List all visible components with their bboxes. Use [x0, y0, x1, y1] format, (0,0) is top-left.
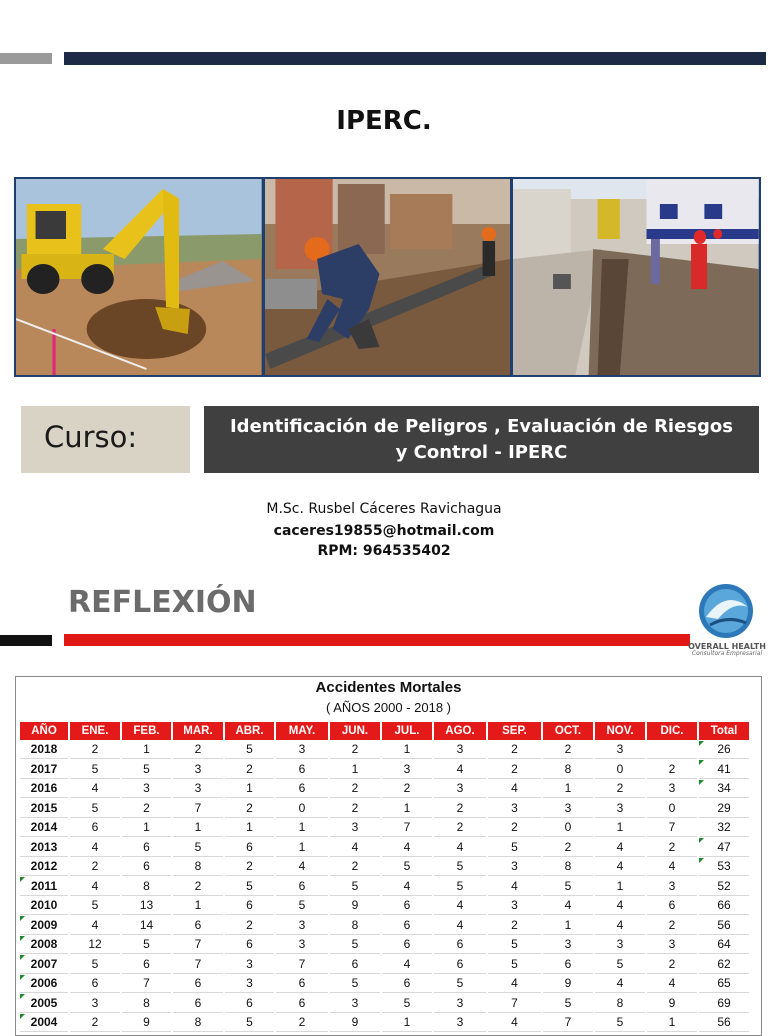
- table-row: [20, 780, 749, 799]
- table-row: [20, 975, 749, 994]
- total-cell: 34: [699, 780, 749, 799]
- month-cell: 6: [276, 975, 328, 994]
- month-cell: 4: [382, 955, 432, 974]
- month-cell: 4: [543, 897, 593, 916]
- month-cell: 7: [488, 994, 541, 1013]
- col-header: DIC.: [647, 722, 697, 740]
- month-cell: 3: [276, 936, 328, 955]
- month-cell: 4: [70, 838, 120, 857]
- month-cell: 4: [595, 838, 645, 857]
- month-cell: 4: [382, 877, 432, 896]
- month-cell: 4: [70, 877, 120, 896]
- month-cell: 7: [173, 799, 223, 818]
- month-cell: 5: [488, 936, 541, 955]
- month-cell: 6: [434, 955, 486, 974]
- col-header: JUN.: [330, 722, 380, 740]
- month-cell: 6: [330, 955, 380, 974]
- month-cell: 1: [382, 799, 432, 818]
- col-header: ENE.: [70, 722, 120, 740]
- year-cell: 2017: [20, 760, 68, 779]
- month-cell: 2: [488, 819, 541, 838]
- month-cell: 9: [122, 1014, 171, 1033]
- month-cell: 3: [122, 780, 171, 799]
- month-cell: 3: [543, 936, 593, 955]
- month-cell: 4: [488, 1014, 541, 1033]
- month-cell: 2: [434, 819, 486, 838]
- total-cell: 52: [699, 877, 749, 896]
- month-cell: 5: [488, 838, 541, 857]
- course-title-line2: y Control - IPERC: [395, 442, 568, 463]
- month-cell: 1: [173, 819, 223, 838]
- month-cell: 2: [543, 741, 593, 760]
- table-body: [20, 741, 749, 1033]
- month-cell: 6: [276, 877, 328, 896]
- table-row: [20, 877, 749, 896]
- col-header: SEP.: [488, 722, 541, 740]
- month-cell: 3: [488, 858, 541, 877]
- month-cell: 4: [488, 877, 541, 896]
- month-cell: 5: [330, 936, 380, 955]
- month-cell: 3: [647, 877, 697, 896]
- month-cell: 5: [434, 975, 486, 994]
- month-cell: 6: [225, 994, 274, 1013]
- month-cell: 3: [488, 799, 541, 818]
- col-header: AGO.: [434, 722, 486, 740]
- table-row: [20, 994, 749, 1013]
- month-cell: 6: [70, 819, 120, 838]
- month-cell: 5: [70, 799, 120, 818]
- month-cell: 2: [647, 916, 697, 935]
- col-header: AÑO: [20, 722, 68, 740]
- total-cell: 26: [699, 741, 749, 760]
- month-cell: 5: [434, 858, 486, 877]
- col-header: OCT.: [543, 722, 593, 740]
- month-cell: 0: [647, 799, 697, 818]
- table-row: [20, 897, 749, 916]
- month-cell: 9: [330, 1014, 380, 1033]
- month-cell: 1: [225, 780, 274, 799]
- accent-bar-gray: [0, 53, 52, 64]
- month-cell: 6: [276, 780, 328, 799]
- accidents-table-panel: [15, 676, 762, 1036]
- month-cell: 1: [595, 819, 645, 838]
- month-cell: 12: [70, 936, 120, 955]
- year-cell: 2014: [20, 819, 68, 838]
- month-cell: 2: [330, 799, 380, 818]
- month-cell: 6: [122, 838, 171, 857]
- total-cell: 64: [699, 936, 749, 955]
- month-cell: 2: [330, 780, 380, 799]
- course-title: [204, 414, 759, 466]
- month-cell: 5: [330, 975, 380, 994]
- month-cell: 3: [225, 955, 274, 974]
- month-cell: 4: [488, 975, 541, 994]
- month-cell: 5: [543, 877, 593, 896]
- month-cell: 0: [276, 799, 328, 818]
- month-cell: 2: [543, 838, 593, 857]
- month-cell: 3: [173, 780, 223, 799]
- month-cell: 8: [543, 858, 593, 877]
- month-cell: 7: [276, 955, 328, 974]
- month-cell: 0: [543, 819, 593, 838]
- month-cell: 5: [122, 936, 171, 955]
- month-cell: 5: [595, 955, 645, 974]
- table-title: Accidentes Mortales: [315, 679, 462, 696]
- year-cell: 2011: [20, 877, 68, 896]
- month-cell: 2: [434, 799, 486, 818]
- year-cell: 2008: [20, 936, 68, 955]
- month-cell: 8: [173, 1014, 223, 1033]
- month-cell: 14: [122, 916, 171, 935]
- month-cell: 5: [70, 760, 120, 779]
- worker-laying-pipe-photo: [265, 179, 511, 375]
- year-cell: 2005: [20, 994, 68, 1013]
- month-cell: 3: [276, 741, 328, 760]
- month-cell: 7: [647, 819, 697, 838]
- month-cell: 9: [543, 975, 593, 994]
- accent-bar-black: [0, 635, 52, 646]
- month-cell: 8: [595, 994, 645, 1013]
- month-cell: 3: [225, 975, 274, 994]
- table-row: [20, 916, 749, 935]
- month-cell: 6: [122, 955, 171, 974]
- logo-name: OVERALL HEALTH: [688, 642, 766, 651]
- month-cell: [647, 741, 697, 760]
- month-cell: 2: [488, 741, 541, 760]
- month-cell: 4: [434, 838, 486, 857]
- month-cell: 1: [595, 877, 645, 896]
- month-cell: 6: [276, 760, 328, 779]
- table-row: [20, 1014, 749, 1033]
- month-cell: 2: [647, 838, 697, 857]
- table-subtitle: ( AÑOS 2000 - 2018 ): [325, 700, 451, 715]
- month-cell: 6: [543, 955, 593, 974]
- year-cell: 2007: [20, 955, 68, 974]
- col-header: ABR.: [225, 722, 274, 740]
- month-cell: 6: [434, 936, 486, 955]
- month-cell: 2: [225, 858, 274, 877]
- accent-bar-red: [64, 634, 690, 646]
- month-cell: 9: [330, 897, 380, 916]
- course-title-box: [204, 406, 759, 473]
- month-cell: 4: [330, 838, 380, 857]
- month-cell: 7: [173, 936, 223, 955]
- month-cell: 3: [434, 994, 486, 1013]
- month-cell: 6: [173, 994, 223, 1013]
- year-cell: 2006: [20, 975, 68, 994]
- month-cell: 0: [595, 760, 645, 779]
- curso-label: Curso:: [44, 420, 138, 454]
- accent-bar-navy: [64, 52, 766, 65]
- month-cell: 7: [382, 819, 432, 838]
- month-cell: 4: [70, 780, 120, 799]
- month-cell: 1: [225, 819, 274, 838]
- month-cell: 7: [173, 955, 223, 974]
- month-cell: 2: [173, 877, 223, 896]
- total-cell: 62: [699, 955, 749, 974]
- col-header: NOV.: [595, 722, 645, 740]
- month-cell: 3: [647, 780, 697, 799]
- year-cell: 2015: [20, 799, 68, 818]
- month-cell: 5: [595, 1014, 645, 1033]
- total-cell: 56: [699, 916, 749, 935]
- month-cell: 2: [276, 1014, 328, 1033]
- total-cell: 69: [699, 994, 749, 1013]
- photo-strip: [14, 177, 761, 377]
- month-cell: 8: [122, 994, 171, 1013]
- section-heading: REFLEXIÓN: [68, 585, 257, 620]
- month-cell: 3: [173, 760, 223, 779]
- month-cell: 5: [225, 877, 274, 896]
- month-cell: 3: [488, 897, 541, 916]
- month-cell: 5: [173, 838, 223, 857]
- table-row: [20, 741, 749, 760]
- month-cell: 6: [173, 916, 223, 935]
- month-cell: 6: [173, 975, 223, 994]
- month-cell: 2: [122, 799, 171, 818]
- month-cell: 5: [543, 994, 593, 1013]
- author-email: caceres19855@hotmail.com: [273, 523, 495, 539]
- month-cell: 1: [382, 1014, 432, 1033]
- month-cell: 2: [647, 955, 697, 974]
- year-cell: 2004: [20, 1014, 68, 1033]
- month-cell: 5: [70, 955, 120, 974]
- month-cell: 7: [122, 975, 171, 994]
- month-cell: 1: [647, 1014, 697, 1033]
- month-cell: 3: [434, 1014, 486, 1033]
- month-cell: 6: [382, 897, 432, 916]
- backhoe-excavation-photo: [16, 179, 262, 375]
- total-cell: 66: [699, 897, 749, 916]
- month-cell: 13: [122, 897, 171, 916]
- total-cell: 41: [699, 760, 749, 779]
- total-cell: 65: [699, 975, 749, 994]
- month-cell: 3: [330, 819, 380, 838]
- month-cell: 3: [595, 741, 645, 760]
- month-cell: 4: [595, 975, 645, 994]
- month-cell: 2: [70, 858, 120, 877]
- table-row: [20, 936, 749, 955]
- month-cell: 6: [225, 838, 274, 857]
- month-cell: 2: [225, 799, 274, 818]
- month-cell: 4: [434, 760, 486, 779]
- month-cell: 4: [647, 975, 697, 994]
- month-cell: 2: [225, 916, 274, 935]
- month-cell: 1: [330, 760, 380, 779]
- logo-subtext: Consultora Empresarial: [691, 650, 763, 657]
- month-cell: 4: [276, 858, 328, 877]
- month-cell: 5: [122, 760, 171, 779]
- year-cell: 2018: [20, 741, 68, 760]
- month-cell: 3: [382, 760, 432, 779]
- month-cell: 5: [330, 877, 380, 896]
- table-row: [20, 858, 749, 877]
- month-cell: 5: [382, 994, 432, 1013]
- table-row: [20, 838, 749, 857]
- month-cell: 6: [225, 936, 274, 955]
- month-cell: 1: [543, 780, 593, 799]
- accidents-table: [18, 721, 751, 1033]
- street-trench-workers-photo: [513, 179, 759, 375]
- month-cell: 5: [276, 897, 328, 916]
- course-title-line1: Identificación de Peligros , Evaluación de Riesgos: [229, 416, 733, 437]
- month-cell: 6: [276, 994, 328, 1013]
- month-cell: 6: [382, 936, 432, 955]
- month-cell: 8: [122, 877, 171, 896]
- month-cell: 8: [173, 858, 223, 877]
- table-row: [20, 799, 749, 818]
- month-cell: 2: [382, 780, 432, 799]
- month-cell: 3: [647, 936, 697, 955]
- month-cell: 6: [647, 897, 697, 916]
- col-header: FEB.: [122, 722, 171, 740]
- month-cell: 5: [488, 955, 541, 974]
- month-cell: 2: [173, 741, 223, 760]
- month-cell: 3: [595, 936, 645, 955]
- col-header: MAY.: [276, 722, 328, 740]
- col-header: Total: [699, 722, 749, 740]
- month-cell: 4: [382, 838, 432, 857]
- month-cell: 3: [595, 799, 645, 818]
- month-cell: 6: [382, 975, 432, 994]
- month-cell: 6: [225, 897, 274, 916]
- month-cell: 4: [647, 858, 697, 877]
- month-cell: 4: [434, 897, 486, 916]
- total-cell: 32: [699, 819, 749, 838]
- month-cell: 5: [382, 858, 432, 877]
- table-header-row: [20, 722, 749, 740]
- table-row: [20, 819, 749, 838]
- month-cell: 4: [488, 780, 541, 799]
- month-cell: 3: [434, 780, 486, 799]
- author-name: M.Sc. Rusbel Cáceres Ravichagua: [266, 501, 502, 517]
- col-header: JUL.: [382, 722, 432, 740]
- total-cell: 47: [699, 838, 749, 857]
- month-cell: 6: [382, 916, 432, 935]
- table-row: [20, 760, 749, 779]
- month-cell: 4: [595, 897, 645, 916]
- col-header: MAR.: [173, 722, 223, 740]
- month-cell: 4: [434, 916, 486, 935]
- month-cell: 2: [225, 760, 274, 779]
- month-cell: 7: [543, 1014, 593, 1033]
- month-cell: 2: [488, 760, 541, 779]
- month-cell: 4: [595, 916, 645, 935]
- month-cell: 2: [70, 741, 120, 760]
- month-cell: 2: [595, 780, 645, 799]
- month-cell: 3: [276, 916, 328, 935]
- month-cell: 3: [434, 741, 486, 760]
- month-cell: 1: [122, 741, 171, 760]
- table-row: [20, 955, 749, 974]
- month-cell: 5: [434, 877, 486, 896]
- month-cell: 6: [70, 975, 120, 994]
- month-cell: 1: [276, 819, 328, 838]
- month-cell: 3: [70, 994, 120, 1013]
- month-cell: 1: [276, 838, 328, 857]
- month-cell: 1: [543, 916, 593, 935]
- month-cell: 2: [330, 741, 380, 760]
- month-cell: 5: [225, 741, 274, 760]
- month-cell: 9: [647, 994, 697, 1013]
- month-cell: 2: [70, 1014, 120, 1033]
- year-cell: 2010: [20, 897, 68, 916]
- year-cell: 2016: [20, 780, 68, 799]
- total-cell: 29: [699, 799, 749, 818]
- month-cell: 2: [330, 858, 380, 877]
- month-cell: 2: [647, 760, 697, 779]
- month-cell: 2: [488, 916, 541, 935]
- month-cell: 1: [122, 819, 171, 838]
- month-cell: 5: [225, 1014, 274, 1033]
- month-cell: 3: [330, 994, 380, 1013]
- month-cell: 6: [122, 858, 171, 877]
- month-cell: 4: [70, 916, 120, 935]
- month-cell: 8: [330, 916, 380, 935]
- total-cell: 53: [699, 858, 749, 877]
- total-cell: 56: [699, 1014, 749, 1033]
- month-cell: 1: [173, 897, 223, 916]
- author-phone: RPM: 964535402: [317, 543, 451, 559]
- year-cell: 2009: [20, 916, 68, 935]
- month-cell: 8: [543, 760, 593, 779]
- slide-title: IPERC.: [336, 106, 432, 136]
- month-cell: 5: [70, 897, 120, 916]
- year-cell: 2013: [20, 838, 68, 857]
- month-cell: 1: [382, 741, 432, 760]
- month-cell: 3: [543, 799, 593, 818]
- year-cell: 2012: [20, 858, 68, 877]
- month-cell: 4: [595, 858, 645, 877]
